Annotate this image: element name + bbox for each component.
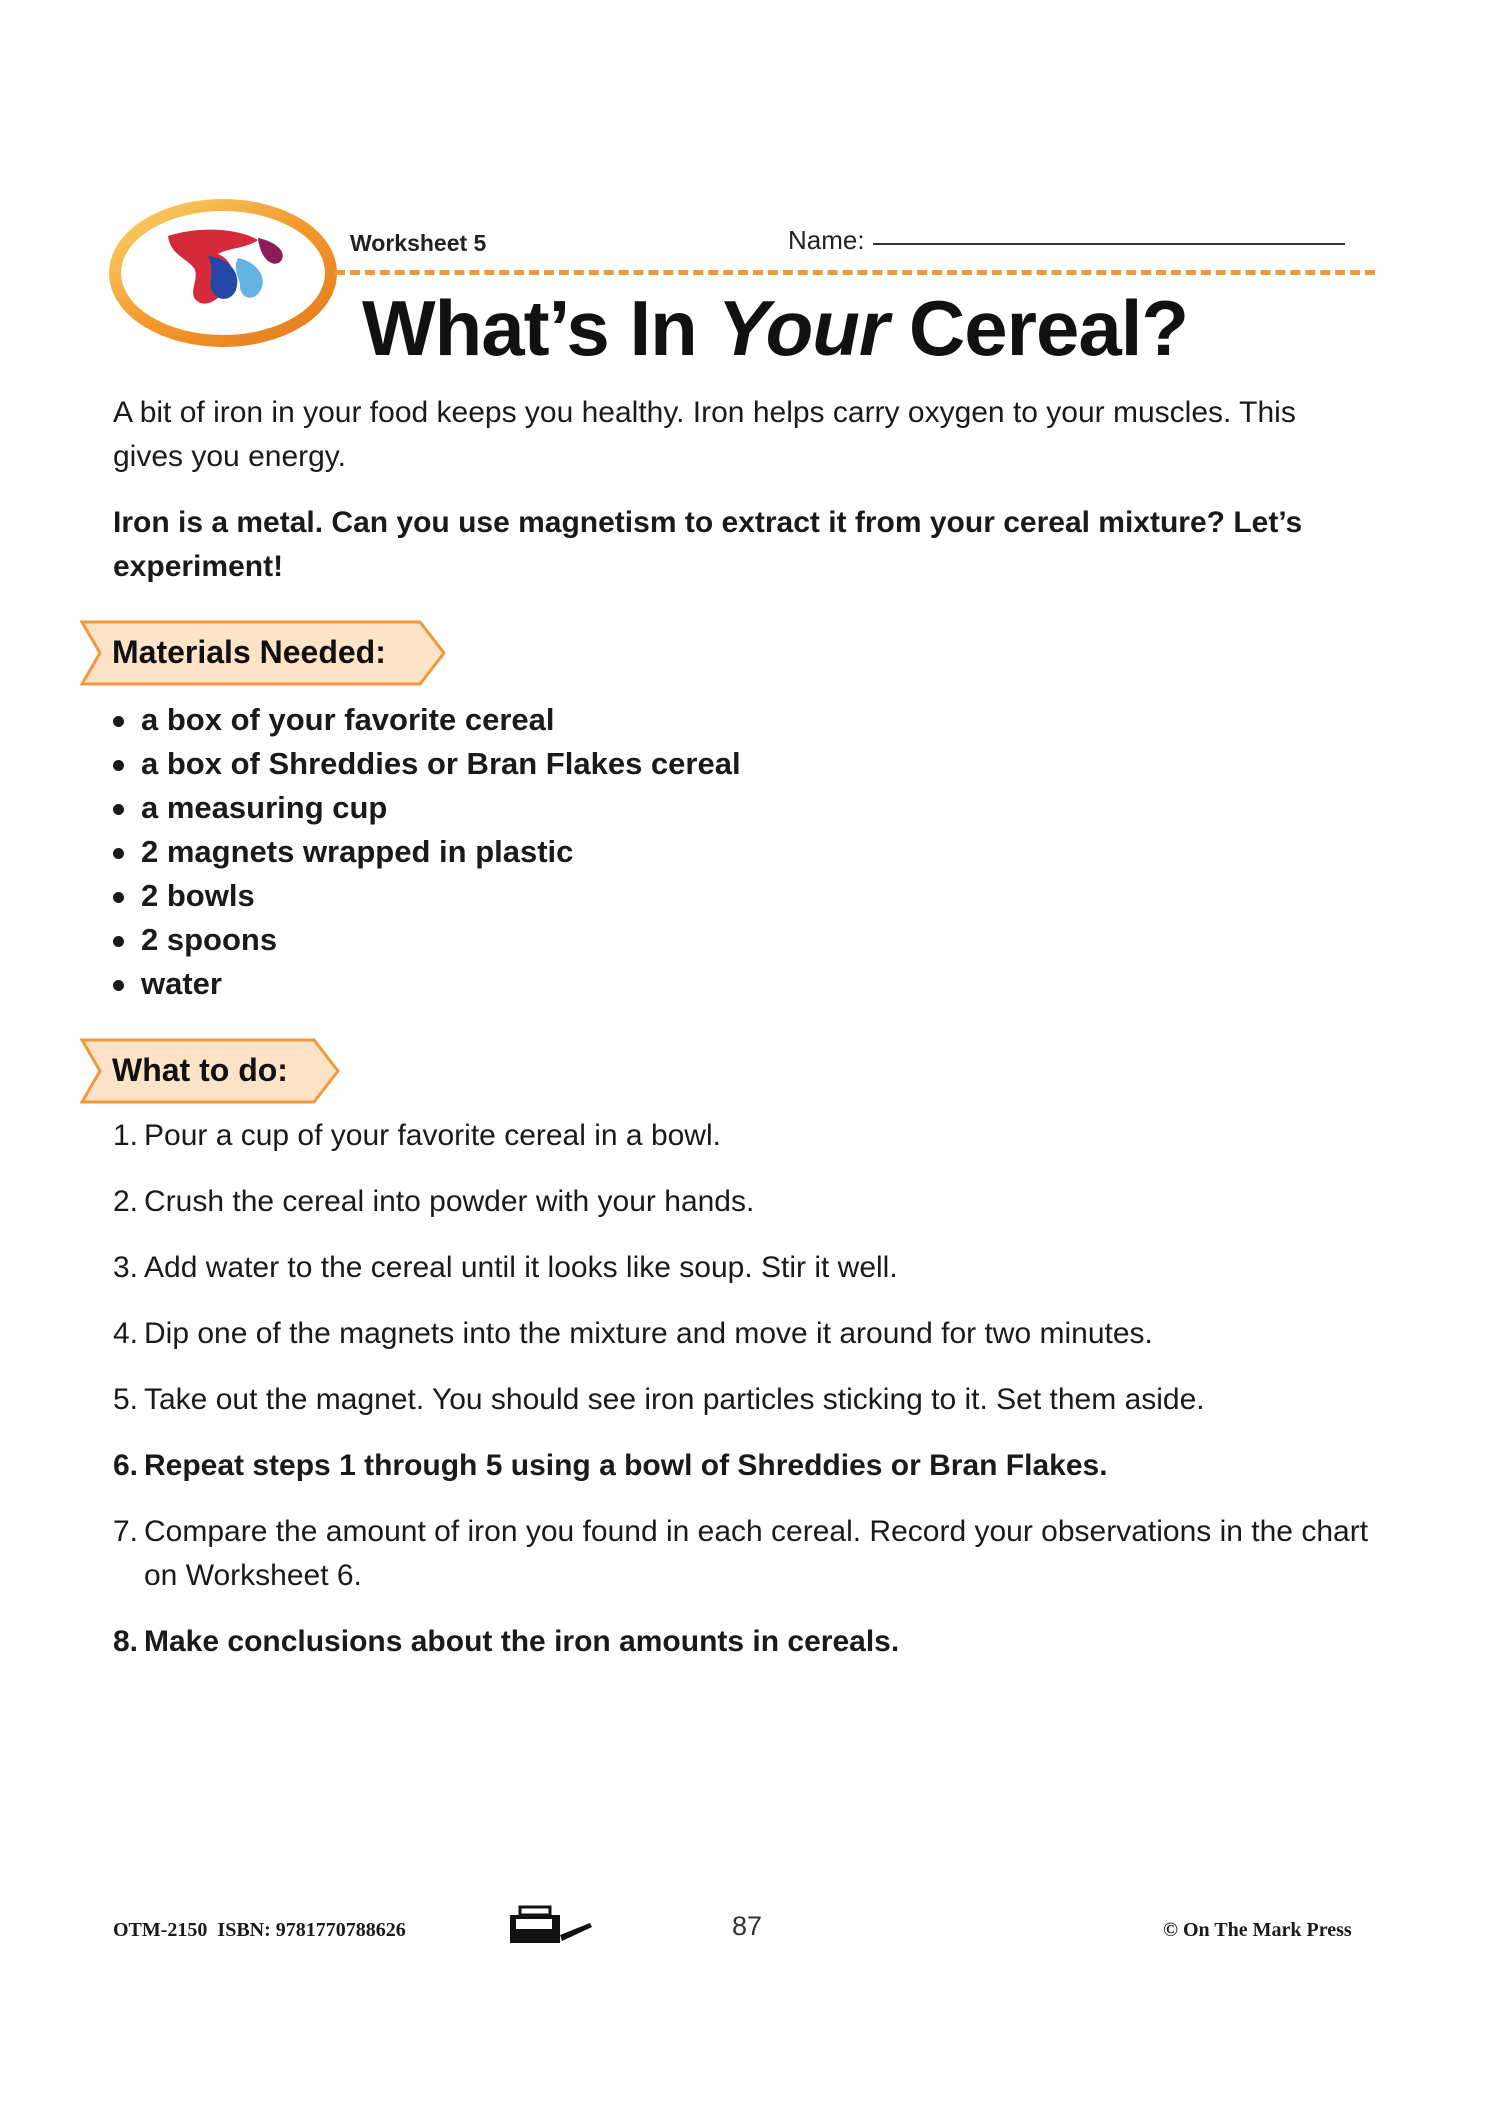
list-item: [113, 830, 741, 874]
bullet-icon: [113, 760, 124, 771]
intro-question: Iron is a metal. Can you use magnetism to extract it from your cereal mixture? Let’s experiment!: [113, 506, 1303, 583]
steps-heading-tag: [80, 1038, 342, 1102]
step-text: Repeat steps 1 through 5 using a bowl of Shreddies or Bran Flakes.: [144, 1449, 1108, 1482]
page-title: [362, 283, 1188, 374]
materials-heading: Materials Needed:: [112, 634, 386, 670]
step-item: [113, 1246, 1373, 1290]
materials-list: [113, 698, 741, 1006]
printer-icon: [506, 1905, 594, 1949]
bullet-icon: [113, 716, 124, 727]
material-text: a box of your favorite cereal: [141, 702, 555, 737]
step-text: Add water to the cereal until it looks like soup. Stir it well.: [144, 1251, 898, 1284]
bullet-icon: [113, 848, 124, 859]
step-number: 5.: [113, 1383, 139, 1416]
list-item: [113, 874, 741, 918]
step-number: 4.: [113, 1317, 139, 1350]
title-part-1: What’s In: [362, 284, 718, 372]
footer-isbn: OTM-2150 ISBN: 9781770788626: [113, 1919, 406, 1941]
footer-copyright: © On The Mark Press: [1163, 1919, 1352, 1941]
worksheet-label: Worksheet 5: [350, 230, 487, 256]
steps-heading: What to do:: [112, 1052, 288, 1088]
step-number: 3.: [113, 1251, 139, 1284]
list-item: [113, 918, 741, 962]
material-text: 2 magnets wrapped in plastic: [141, 834, 574, 869]
list-item: [113, 962, 741, 1006]
step-item: [113, 1180, 1373, 1224]
name-line[interactable]: [873, 243, 1345, 245]
step-text: Make conclusions about the iron amounts in cereals.: [144, 1625, 900, 1658]
title-italic: Your: [717, 284, 889, 372]
step-text: Pour a cup of your favorite cereal in a bowl.: [144, 1119, 721, 1152]
step-number: 1.: [113, 1119, 139, 1152]
materials-heading-tag: [80, 620, 448, 684]
title-part-2: Cereal?: [888, 284, 1189, 372]
material-text: 2 spoons: [141, 922, 278, 957]
material-text: water: [141, 966, 222, 1001]
step-item: [113, 1510, 1373, 1598]
step-number: 6.: [113, 1449, 139, 1482]
material-text: a box of Shreddies or Bran Flakes cereal: [141, 746, 741, 781]
bullet-icon: [113, 980, 124, 991]
bullet-icon: [113, 804, 124, 815]
step-text: Crush the cereal into powder with your hands.: [144, 1185, 755, 1218]
step-text: Compare the amount of iron you found in each cereal. Record your observations in the chart on Worksheet 6.: [144, 1515, 1369, 1592]
step-text: Dip one of the magnets into the mixture and move it around for two minutes.: [144, 1317, 1153, 1350]
name-label: Name:: [788, 225, 865, 255]
step-number: 7.: [113, 1515, 139, 1548]
step-item: [113, 1378, 1373, 1422]
step-item: [113, 1444, 1373, 1488]
step-text: Take out the magnet. You should see iron particles sticking to it. Set them aside.: [144, 1383, 1205, 1416]
step-number: 8.: [113, 1625, 139, 1658]
material-text: a measuring cup: [141, 790, 388, 825]
step-item: [113, 1114, 1373, 1158]
list-item: [113, 742, 741, 786]
steps-list: [113, 1114, 1373, 1686]
intro-paragraph: A bit of iron in your food keeps you healthy. Iron helps carry oxygen to your muscles. This gives you energy.: [113, 396, 1296, 473]
bullet-icon: [113, 892, 124, 903]
step-number: 2.: [113, 1185, 139, 1218]
step-item: [113, 1620, 1373, 1664]
material-text: 2 bowls: [141, 878, 255, 913]
page-number: 87: [732, 1911, 763, 1941]
list-item: [113, 698, 741, 742]
step-item: [113, 1312, 1373, 1356]
list-item: [113, 786, 741, 830]
worksheet-logo: [108, 198, 338, 348]
bullet-icon: [113, 936, 124, 947]
header-divider: [335, 270, 1375, 275]
